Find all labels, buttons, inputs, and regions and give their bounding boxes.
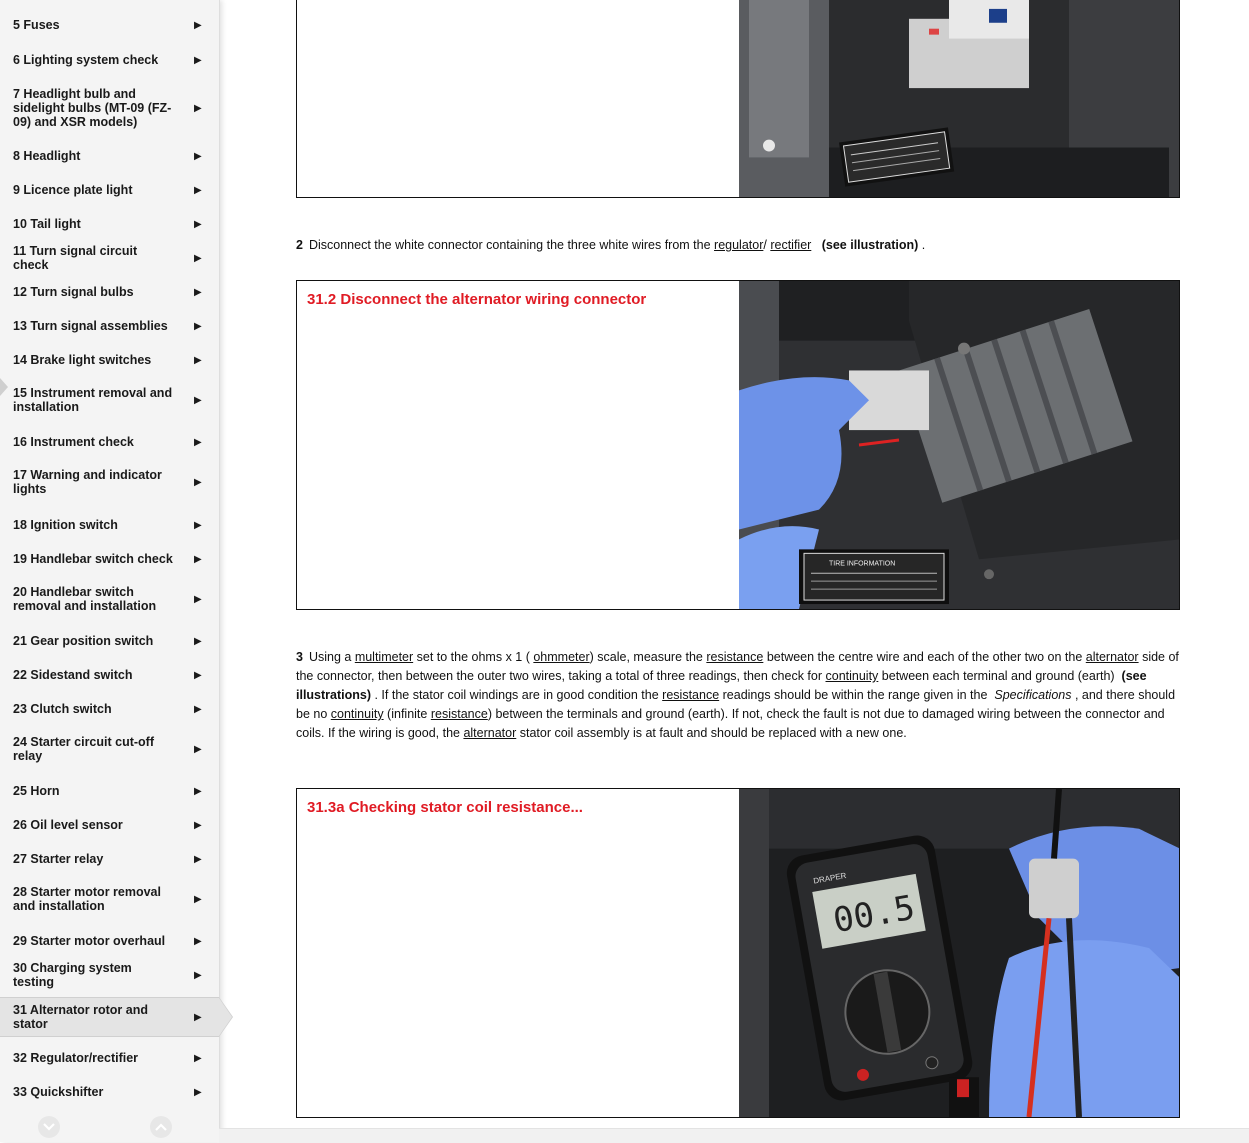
glossary-link-rectifier[interactable]: rectifier [770, 238, 812, 252]
step-text: Using a [308, 650, 355, 664]
sidebar-item-starter-relay[interactable] [0, 848, 219, 870]
figure-caption: 31.3a Checking stator coil resistance... [307, 799, 583, 816]
step-text: ) between the terminals and ground (earth). If not, check the fault is not due to damaged wiring between the connector and coils. If the wiring is good, the [296, 707, 1165, 740]
chevron-right-icon: ▶ [194, 436, 202, 448]
sidebar-item-label: 26 Oil level sensor [13, 818, 123, 832]
sidebar-item-brake-light-switches[interactable] [0, 349, 219, 371]
glossary-link-regulator[interactable]: regulator [714, 238, 764, 252]
scroll-down-button[interactable] [38, 1116, 60, 1138]
step-text: set to the ohms x 1 ( [413, 650, 534, 664]
step-text: between each terminal and ground (earth) [878, 669, 1119, 683]
sidebar-item-label: 27 Starter relay [13, 852, 104, 866]
chevron-right-icon: ▶ [194, 819, 202, 831]
chevron-right-icon: ▶ [194, 635, 202, 647]
sidebar-item-label: 6 Lighting system check [13, 53, 159, 67]
sidebar-item-headlight-bulb[interactable] [0, 86, 219, 130]
page-bottom-bar [219, 1128, 1249, 1143]
sidebar-item-label: 32 Regulator/rectifier [13, 1051, 139, 1065]
chevron-right-icon: ▶ [194, 1011, 202, 1023]
chevron-right-icon: ▶ [194, 150, 202, 162]
sidebar-item-handlebar-switch-check[interactable] [0, 548, 219, 570]
sidebar-item-instrument-check[interactable] [0, 431, 219, 453]
connector-photo [739, 281, 1180, 609]
sidebar-item-licence-plate-light[interactable] [0, 179, 219, 201]
sidebar-item-label: 30 Charging system testing [13, 961, 132, 989]
sidebar-item-quickshifter[interactable] [0, 1081, 219, 1103]
glossary-link-alternator[interactable]: alternator [463, 726, 517, 740]
chevron-right-icon: ▶ [194, 476, 202, 488]
sidebar-item-label: 15 Instrument removal and installation [13, 386, 173, 414]
sidebar-item-label: 12 Turn signal bulbs [13, 285, 134, 299]
sidebar-item-label: 14 Brake light switches [13, 353, 152, 367]
sidebar-item-warning-indicator-lights[interactable] [0, 467, 219, 497]
sidebar-item-label: 19 Handlebar switch check [13, 552, 173, 566]
sidebar-item-label: 5 Fuses [13, 18, 60, 32]
sidebar-item-label: 22 Sidestand switch [13, 668, 133, 682]
figure-31-2 [296, 280, 1180, 610]
sidebar-item-label: 13 Turn signal assemblies [13, 319, 168, 333]
chevron-right-icon: ▶ [194, 853, 202, 865]
sidebar-item-regulator-rectifier[interactable] [0, 1047, 219, 1069]
sidebar-item-handlebar-switch-removal[interactable] [0, 584, 219, 614]
sidebar-item-clutch-switch[interactable] [0, 698, 219, 720]
step-text: . If the stator coil windings are in good condition the [371, 688, 663, 702]
sidebar-item-label: 20 Handlebar switch removal and installation [13, 585, 157, 613]
sidebar-item-horn[interactable] [0, 780, 219, 802]
figure-31-3a [296, 788, 1180, 1118]
sidebar-item-turn-signal-bulbs[interactable] [0, 281, 219, 303]
scroll-up-button[interactable] [150, 1116, 172, 1138]
sidebar-item-turn-signal-circuit-check[interactable] [0, 244, 219, 272]
sidebar-item-label: 33 Quickshifter [13, 1085, 104, 1099]
chevron-right-icon: ▶ [194, 1052, 202, 1064]
sidebar-item-gear-position-switch[interactable] [0, 630, 219, 652]
chevron-right-icon: ▶ [194, 394, 202, 406]
sidebar-item-turn-signal-assemblies[interactable] [0, 315, 219, 337]
sidebar-item-fuses[interactable] [0, 14, 219, 36]
step-number: 2 [296, 238, 303, 252]
step-text: readings should be within the range given in the [719, 688, 991, 702]
step-text: side of the connector, then between the outer two wires, taking a total of three readings, then check for [296, 650, 1179, 683]
chevron-right-icon: ▶ [194, 54, 202, 66]
glossary-link-resistance[interactable]: resistance [706, 650, 764, 664]
chevron-right-icon: ▶ [194, 893, 202, 905]
glossary-link-alternator[interactable]: alternator [1085, 650, 1139, 664]
chevron-right-icon: ▶ [194, 19, 202, 31]
regulator-mount-photo [739, 0, 1180, 197]
chevron-right-icon: ▶ [194, 935, 202, 947]
step-text: stator coil assembly is at fault and should be replaced with a new one. [516, 726, 907, 740]
sidebar-item-label: 31 Alternator rotor and stator [13, 1003, 148, 1031]
figure-31-1 [296, 0, 1180, 198]
chevron-right-icon: ▶ [194, 286, 202, 298]
step-text: between the centre wire and each of the other two on the [763, 650, 1086, 664]
sidebar-item-label: 23 Clutch switch [13, 702, 112, 716]
sidebar-item-tail-light[interactable] [0, 213, 219, 235]
meter-reading: 00.5 [830, 887, 918, 941]
sidebar-item-headlight[interactable] [0, 145, 219, 167]
sidebar-item-label: 16 Instrument check [13, 435, 134, 449]
sidebar-item-oil-level-sensor[interactable] [0, 814, 219, 836]
chevron-right-icon: ▶ [194, 969, 202, 981]
chevron-right-icon: ▶ [194, 252, 202, 264]
glossary-link-ohmmeter[interactable]: ohmmeter [533, 650, 590, 664]
sidebar-item-label: 25 Horn [13, 784, 60, 798]
step-text: (infinite [383, 707, 431, 721]
step-2-paragraph [296, 236, 1180, 255]
specifications-link[interactable]: Specifications [994, 688, 1072, 702]
multimeter-photo [739, 789, 1180, 1117]
see-illustration-link[interactable]: (see illustration) [821, 238, 919, 252]
sidebar-item-sidestand-switch[interactable] [0, 664, 219, 686]
sidebar-item-label: 29 Starter motor overhaul [13, 934, 166, 948]
figure-caption: 31.2 Disconnect the alternator wiring connector [307, 291, 647, 308]
sidebar-item-instrument-removal[interactable] [0, 385, 219, 415]
step-number: 3 [296, 650, 303, 664]
chevron-up-icon [155, 1123, 167, 1131]
chevron-right-icon: ▶ [194, 1086, 202, 1098]
step-text: , and there should be no [296, 688, 1176, 721]
glossary-link-continuity[interactable]: continuity [330, 707, 384, 721]
glossary-link-continuity[interactable]: continuity [825, 669, 879, 683]
sidebar-item-alternator-rotor-stator[interactable] [0, 997, 219, 1037]
chevron-right-icon: ▶ [194, 703, 202, 715]
chevron-right-icon: ▶ [194, 354, 202, 366]
sidebar-item-ignition-switch[interactable] [0, 514, 219, 536]
step-text: / [763, 238, 771, 252]
sidebar-item-label: 10 Tail light [13, 217, 81, 231]
sidebar-item-label: 9 Licence plate light [13, 183, 133, 197]
chevron-right-icon: ▶ [194, 184, 202, 196]
glossary-link-multimeter[interactable]: multimeter [354, 650, 414, 664]
sidebar-item-label: 7 Headlight bulb and sidelight bulbs (MT-09 (FZ-09) and XSR models) [13, 87, 172, 129]
chevron-right-icon: ▶ [194, 102, 202, 114]
active-item-pointer-fill [219, 998, 232, 1036]
step-text: Disconnect the white connector containing the three white wires from the [308, 238, 715, 252]
sidebar-item-charging-system-testing[interactable] [0, 961, 219, 989]
meter-brand-label: DRAPER [812, 871, 847, 886]
sidebar-item-starter-motor-overhaul[interactable] [0, 930, 219, 952]
chevron-right-icon: ▶ [194, 785, 202, 797]
chevron-right-icon: ▶ [194, 553, 202, 565]
chapter-sidebar [0, 0, 220, 1142]
collapse-notch[interactable] [0, 378, 8, 396]
step-3-paragraph [296, 648, 1180, 743]
sidebar-item-label: 21 Gear position switch [13, 634, 154, 648]
sidebar-item-label: 24 Starter circuit cut-off relay [13, 735, 155, 763]
tire-information-label: TIRE INFORMATION [829, 560, 896, 568]
glossary-link-resistance[interactable]: resistance [662, 688, 720, 702]
chevron-right-icon: ▶ [194, 218, 202, 230]
see-illustrations-link[interactable]: (see illustrations) [296, 669, 1147, 702]
step-text: . [918, 238, 926, 252]
step-text: ) scale, measure the [589, 650, 707, 664]
glossary-link-resistance[interactable]: resistance [430, 707, 488, 721]
chevron-right-icon: ▶ [194, 593, 202, 605]
sidebar-item-label: 17 Warning and indicator lights [13, 468, 162, 496]
chevron-right-icon: ▶ [194, 320, 202, 332]
chevron-right-icon: ▶ [194, 743, 202, 755]
chevron-right-icon: ▶ [194, 669, 202, 681]
chevron-down-icon [43, 1123, 55, 1131]
sidebar-item-label: 11 Turn signal circuit check [13, 244, 138, 272]
sidebar-item-starter-motor-removal[interactable] [0, 884, 219, 914]
sidebar-item-label: 18 Ignition switch [13, 518, 118, 532]
chevron-right-icon: ▶ [194, 519, 202, 531]
sidebar-item-label: 8 Headlight [13, 149, 81, 163]
sidebar-item-lighting-system-check[interactable] [0, 49, 219, 71]
sidebar-item-label: 28 Starter motor removal and installation [13, 885, 161, 913]
sidebar-item-starter-circuit-relay[interactable] [0, 734, 219, 764]
